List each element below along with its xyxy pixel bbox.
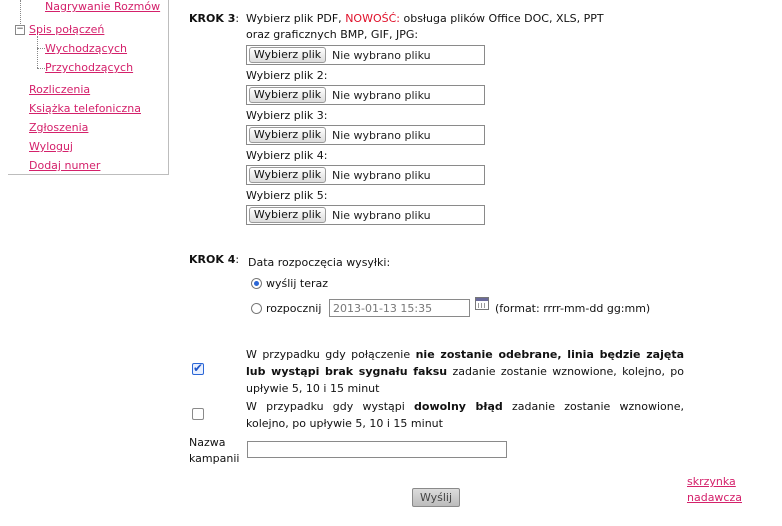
sidebar-item-zgloszenia[interactable]: Zgłoszenia	[29, 121, 89, 134]
step4-colon: :	[235, 253, 240, 266]
choose-file-button-4[interactable]: Wybierz plik	[249, 167, 326, 183]
retry-any-error-text-b: zadanie zostanie wznowione, kolejno, po upływie 5, 10 i 15 minut	[246, 400, 684, 430]
campaign-name-label-line2: kampanii	[189, 452, 240, 465]
campaign-name-label-line1: Nazwa	[189, 436, 226, 449]
send-now-radio[interactable]	[251, 278, 262, 289]
tree-connector	[37, 68, 45, 69]
step3-intro-part2: obsługa plików Office DOC, XLS, PPT	[403, 12, 604, 25]
tree-connector	[37, 48, 45, 49]
file-status-5: Nie wybrano pliku	[332, 209, 431, 222]
outbox-link-line1[interactable]: skrzynka	[687, 475, 736, 488]
step3-label: KROK 3	[189, 12, 236, 25]
step3-intro	[246, 12, 604, 25]
file-input-5[interactable]	[246, 205, 485, 225]
choose-file-button-5[interactable]: Wybierz plik	[249, 207, 326, 223]
sidebar-item-spis-polaczen[interactable]: Spis połączeń	[29, 23, 105, 36]
sidebar-item-przychodzacych[interactable]: Przychodzących	[45, 61, 134, 74]
sidebar-item-wychodzacych[interactable]: Wychodzących	[45, 42, 128, 55]
start-at-label[interactable]: rozpocznij	[266, 302, 322, 315]
file-input-1[interactable]	[246, 45, 485, 65]
step3-heading	[189, 12, 239, 25]
sidebar-item-nagrywanie-rozmow[interactable]: Nagrywanie Rozmów	[45, 0, 161, 13]
retry-any-error-checkbox[interactable]	[192, 408, 204, 420]
campaign-name-input[interactable]	[247, 441, 507, 458]
sidebar-item-ksiazka-telefoniczna[interactable]: Książka telefoniczna	[29, 102, 141, 115]
start-date-label: Data rozpoczęcia wysyłki:	[248, 256, 391, 269]
choose-file-button-1[interactable]: Wybierz plik	[249, 47, 326, 63]
step3-intro-line2: oraz graficznych BMP, GIF, JPG:	[246, 28, 419, 41]
retry-any-error-text-a: W przypadku gdy wystąpi	[246, 400, 405, 413]
retry-no-answer-text-b: zadanie zostanie wznowione, kolejno, po upływie 5, 10 i 15 minut	[246, 365, 685, 395]
step3-colon: :	[235, 12, 240, 25]
outbox-link-line2[interactable]: nadawcza	[687, 491, 742, 504]
send-button[interactable]: Wyślij	[412, 488, 460, 507]
file-label-3: Wybierz plik 3:	[246, 109, 328, 122]
tree-collapse-icon[interactable]: −	[16, 24, 24, 34]
sidebar-item-wyloguj[interactable]: Wyloguj	[29, 140, 73, 153]
file-label-2: Wybierz plik 2:	[246, 69, 328, 82]
file-status-1: Nie wybrano pliku	[332, 49, 431, 62]
file-label-4: Wybierz plik 4:	[246, 149, 328, 162]
file-input-4[interactable]	[246, 165, 485, 185]
file-status-2: Nie wybrano pliku	[332, 89, 431, 102]
file-input-2[interactable]	[246, 85, 485, 105]
file-status-4: Nie wybrano pliku	[332, 169, 431, 182]
sidebar-item-rozliczenia[interactable]: Rozliczenia	[29, 83, 91, 96]
retry-no-answer-conditions: nie zostanie odebrane, linia będzie zajęta lub wystąpi brak sygnału faksu	[246, 348, 684, 378]
retry-no-answer-text	[246, 346, 684, 397]
sidebar-item-dodaj-numer[interactable]: Dodaj numer	[29, 159, 101, 172]
step4-heading	[189, 253, 239, 266]
start-datetime-field[interactable]: 2013-01-13 15:35	[329, 299, 470, 317]
step4-label: KROK 4	[189, 253, 236, 266]
choose-file-button-3[interactable]: Wybierz plik	[249, 127, 326, 143]
start-at-radio[interactable]	[251, 303, 262, 314]
tree-connector	[37, 36, 38, 68]
file-input-3[interactable]	[246, 125, 485, 145]
retry-no-answer-text-a: W przypadku gdy połączenie	[246, 348, 411, 361]
datetime-format-hint: (format: rrrr-mm-dd gg:mm)	[495, 302, 651, 315]
tree-connector	[20, 0, 21, 24]
step3-intro-part1: Wybierz plik PDF,	[246, 12, 342, 25]
file-label-5: Wybierz plik 5:	[246, 189, 328, 202]
calendar-icon[interactable]	[475, 297, 489, 310]
retry-no-answer-checkbox[interactable]	[192, 363, 204, 375]
retry-any-error-text	[246, 398, 684, 432]
send-now-label[interactable]: wyślij teraz	[266, 277, 329, 290]
step3-new-badge: NOWOŚĆ:	[345, 12, 400, 25]
file-status-3: Nie wybrano pliku	[332, 129, 431, 142]
sidebar	[8, 0, 169, 175]
retry-any-error-condition: dowolny błąd	[414, 400, 503, 413]
choose-file-button-2[interactable]: Wybierz plik	[249, 87, 326, 103]
